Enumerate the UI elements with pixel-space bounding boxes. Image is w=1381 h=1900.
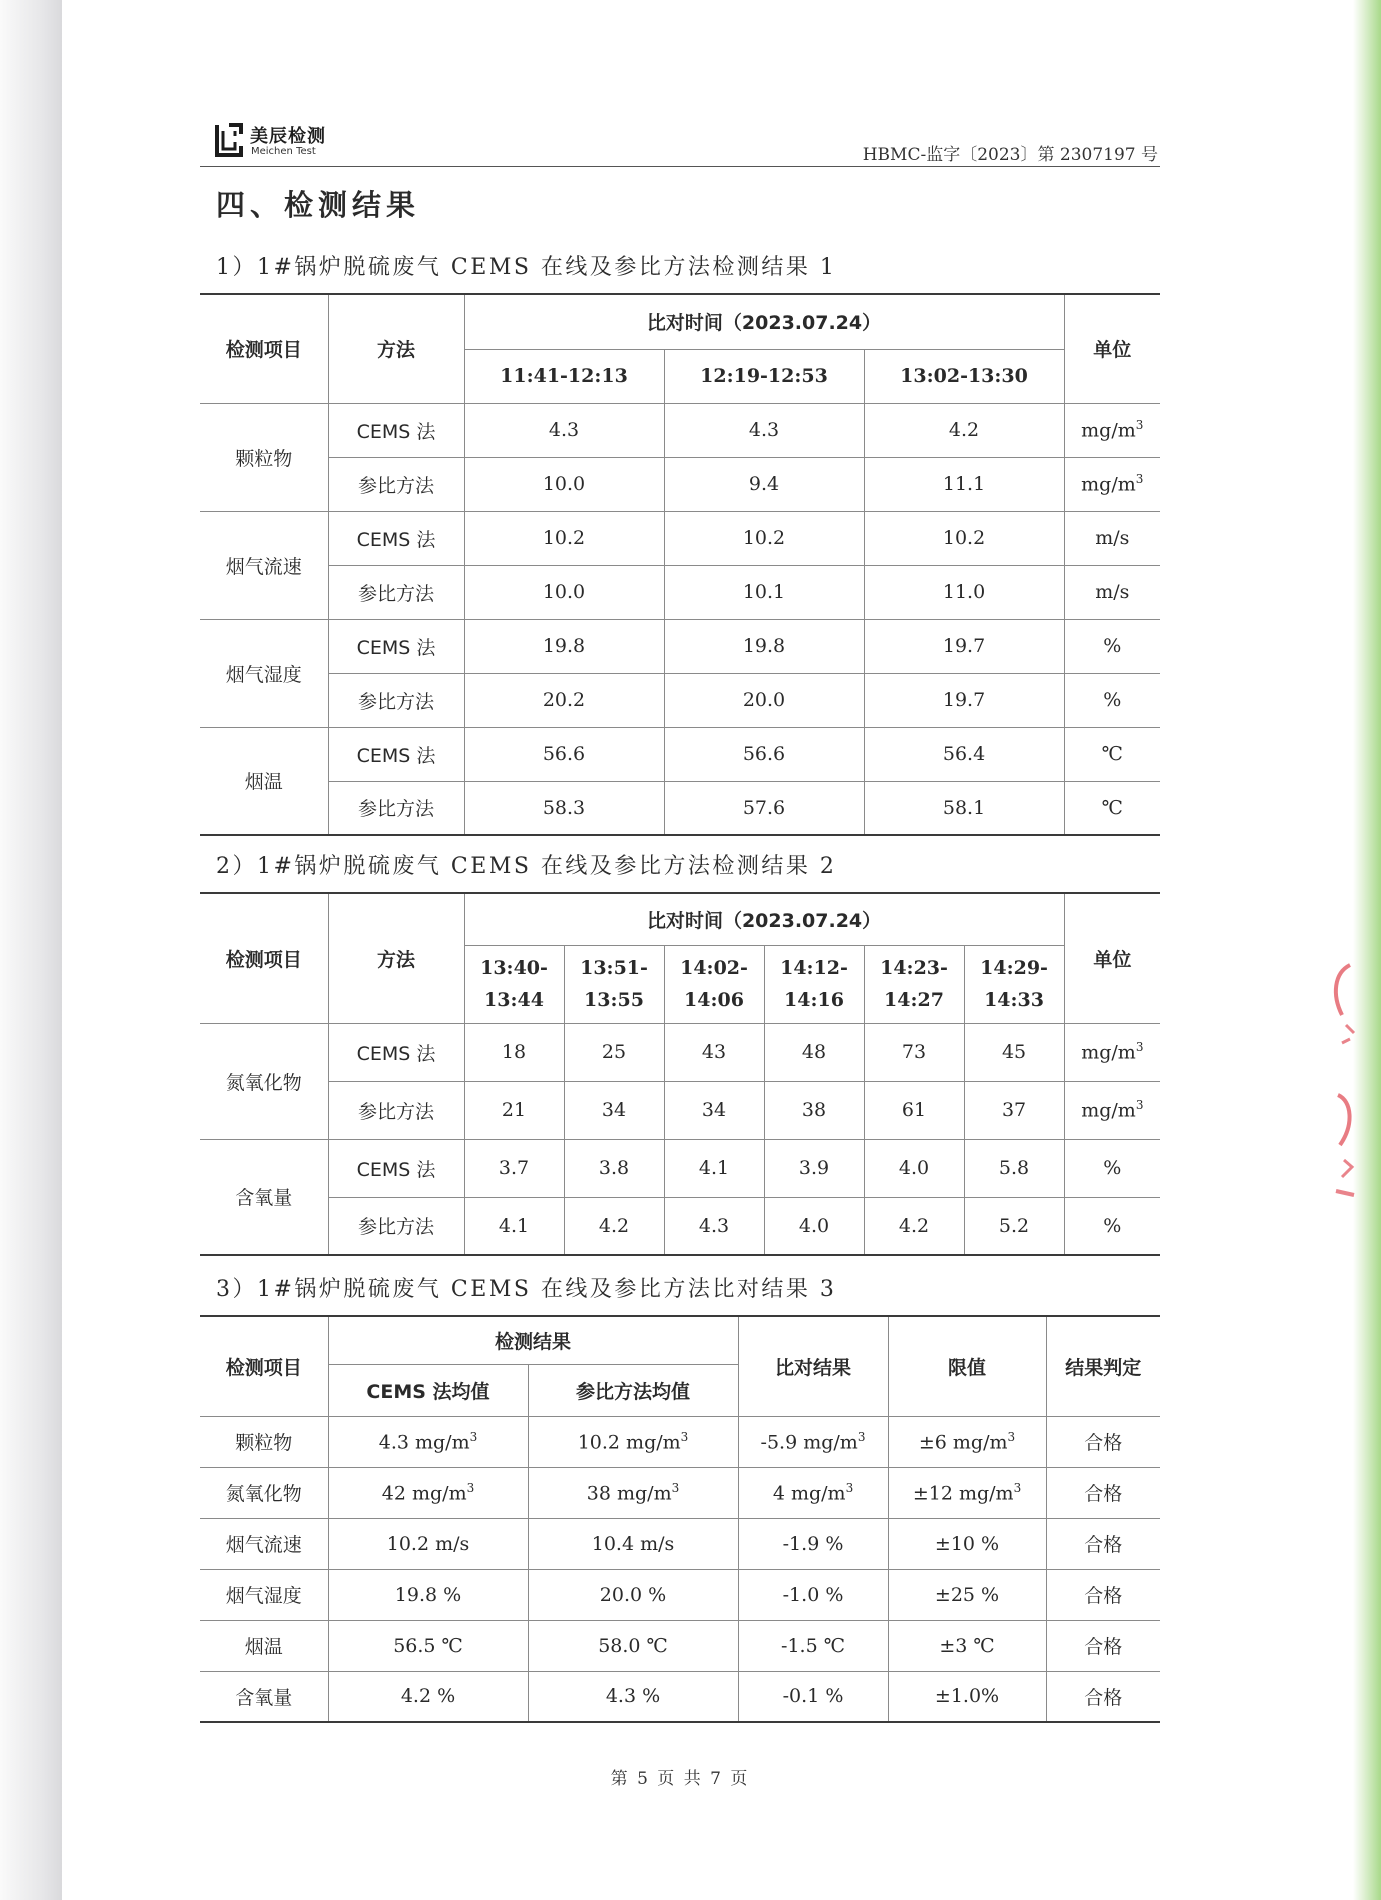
period-end: 14:16 [784, 989, 844, 1011]
table2-cell: 38 [764, 1081, 864, 1139]
table3-judge: 合格 [1046, 1569, 1160, 1620]
table2-period [864, 945, 964, 1023]
table1-cell: 10.2 [864, 511, 1064, 565]
logo-text-cn: 美辰检测 [250, 126, 326, 147]
table1-cell: 19.8 [464, 619, 664, 673]
table2-caption: 2）1#锅炉脱硫废气 CEMS 在线及参比方法检测结果 2 [216, 854, 837, 879]
table1-cell: 10.0 [464, 565, 664, 619]
table3-compare: -1.9 % [738, 1518, 888, 1569]
table1-unit: % [1064, 673, 1160, 727]
table2-cell: 4.2 [864, 1197, 964, 1255]
unit-text: mg/m [1081, 419, 1136, 442]
period-start: 14:02- [680, 957, 748, 979]
table2-item: 含氧量 [200, 1139, 328, 1255]
table1-cell: 20.0 [664, 673, 864, 727]
company-logo [214, 118, 354, 164]
table3-header-ref: 参比方法均值 [528, 1364, 738, 1416]
table3-header-item: 检测项目 [200, 1316, 328, 1416]
table2-cell: 21 [464, 1081, 564, 1139]
table2-cell: 3.8 [564, 1139, 664, 1197]
table1-method: CEMS 法 [328, 619, 464, 673]
table2-cell: 4.0 [864, 1139, 964, 1197]
table3-limit: ±10 % [888, 1518, 1046, 1569]
unit-sup: 3 [1013, 1480, 1022, 1495]
table1-period: 11:41-12:13 [464, 349, 664, 403]
table2-header-item: 检测项目 [200, 893, 328, 1023]
table3-ref: 58.0 ℃ [528, 1620, 738, 1671]
table2-cell: 3.7 [464, 1139, 564, 1197]
table3-compare: -1.5 ℃ [738, 1620, 888, 1671]
table1-item: 颗粒物 [200, 403, 328, 511]
value-text: ±12 mg/m [912, 1482, 1014, 1505]
scan-shadow-left [0, 0, 62, 1900]
value-text: 42 mg/m [381, 1482, 467, 1505]
table2-cell: 34 [664, 1081, 764, 1139]
unit-sup: 3 [671, 1480, 680, 1495]
table3-compare: -0.1 % [738, 1671, 888, 1722]
table3-limit: ±1.0% [888, 1671, 1046, 1722]
table1-item: 烟温 [200, 727, 328, 835]
period-end: 14:33 [984, 989, 1044, 1011]
table2-method: 参比方法 [328, 1197, 464, 1255]
period-end: 13:44 [484, 989, 544, 1011]
unit-sup: 3 [1007, 1429, 1016, 1444]
table1-unit: m/s [1064, 511, 1160, 565]
table1 [200, 293, 1160, 836]
table1-cell: 11.0 [864, 565, 1064, 619]
table1-method: 参比方法 [328, 673, 464, 727]
table2-item: 氮氧化物 [200, 1023, 328, 1139]
table1-method: 参比方法 [328, 781, 464, 835]
table1-unit: ℃ [1064, 727, 1160, 781]
table3-cems: 10.2 m/s [328, 1518, 528, 1569]
table3-limit [888, 1416, 1046, 1467]
table3-item: 含氧量 [200, 1671, 328, 1722]
table3-limit: ±25 % [888, 1569, 1046, 1620]
table3 [200, 1315, 1160, 1723]
period-start: 14:23- [880, 957, 948, 979]
value-text: 38 mg/m [586, 1482, 672, 1505]
table2-cell: 5.2 [964, 1197, 1064, 1255]
table1-cell: 11.1 [864, 457, 1064, 511]
table1-cell: 9.4 [664, 457, 864, 511]
table3-ref: 4.3 % [528, 1671, 738, 1722]
table1-caption: 1）1#锅炉脱硫废气 CEMS 在线及参比方法检测结果 1 [216, 255, 837, 280]
table2-header-time: 比对时间（2023.07.24） [464, 893, 1064, 945]
table3-cems: 56.5 ℃ [328, 1620, 528, 1671]
table2-header-unit: 单位 [1064, 893, 1160, 1023]
table1-method: CEMS 法 [328, 511, 464, 565]
table1-item: 烟气湿度 [200, 619, 328, 727]
table3-header-judge: 结果判定 [1046, 1316, 1160, 1416]
table1-method: 参比方法 [328, 457, 464, 511]
table1-header-time: 比对时间（2023.07.24） [464, 294, 1064, 349]
table2-method: CEMS 法 [328, 1023, 464, 1081]
table1-unit [1064, 457, 1160, 511]
table3-cems [328, 1416, 528, 1467]
table3-cems: 4.2 % [328, 1671, 528, 1722]
period-end: 14:27 [884, 989, 944, 1011]
table2-method: CEMS 法 [328, 1139, 464, 1197]
table2-cell: 4.2 [564, 1197, 664, 1255]
table3-cems [328, 1467, 528, 1518]
table1-unit [1064, 403, 1160, 457]
unit-text: mg/m [1081, 473, 1136, 496]
table1-cell: 19.7 [864, 673, 1064, 727]
table3-judge: 合格 [1046, 1671, 1160, 1722]
unit-text: mg/m [1081, 1099, 1136, 1122]
table3-header-result: 检测结果 [328, 1316, 738, 1364]
table1-cell: 56.6 [664, 727, 864, 781]
value-text: 4 mg/m [772, 1482, 846, 1505]
table2-cell: 37 [964, 1081, 1064, 1139]
unit-sup: 3 [1135, 418, 1144, 433]
table3-item: 颗粒物 [200, 1416, 328, 1467]
table3-item: 烟温 [200, 1620, 328, 1671]
table3-item: 氮氧化物 [200, 1467, 328, 1518]
table1-header-unit: 单位 [1064, 294, 1160, 403]
table1-cell: 56.4 [864, 727, 1064, 781]
value-text: -5.9 mg/m [760, 1431, 858, 1454]
table1-method: CEMS 法 [328, 727, 464, 781]
red-stamp-fragment [1328, 955, 1358, 1215]
table2-cell: 73 [864, 1023, 964, 1081]
table3-cems: 19.8 % [328, 1569, 528, 1620]
period-end: 14:06 [684, 989, 744, 1011]
unit-sup: 3 [857, 1429, 866, 1444]
table2-cell: 3.9 [764, 1139, 864, 1197]
page-footer: 第 5 页 共 7 页 [610, 1769, 750, 1789]
table3-header-limit: 限值 [888, 1316, 1046, 1416]
table2-cell: 34 [564, 1081, 664, 1139]
table1-cell: 10.2 [464, 511, 664, 565]
table2-cell: 45 [964, 1023, 1064, 1081]
table1-period: 13:02-13:30 [864, 349, 1064, 403]
unit-sup: 3 [469, 1429, 478, 1444]
table1-cell: 10.0 [464, 457, 664, 511]
table2-cell: 18 [464, 1023, 564, 1081]
unit-sup: 3 [1135, 1040, 1144, 1055]
table3-compare [738, 1416, 888, 1467]
table1-cell: 4.2 [864, 403, 1064, 457]
table2-cell: 5.8 [964, 1139, 1064, 1197]
unit-text: mg/m [1081, 1041, 1136, 1064]
table1-method: CEMS 法 [328, 403, 464, 457]
table1-method: 参比方法 [328, 565, 464, 619]
table3-limit [888, 1467, 1046, 1518]
table3-ref: 20.0 % [528, 1569, 738, 1620]
scan-edge-right [1353, 0, 1381, 1900]
table2-unit [1064, 1023, 1160, 1081]
table2-cell: 4.1 [664, 1139, 764, 1197]
table1-header-item: 检测项目 [200, 294, 328, 403]
table1-unit: % [1064, 619, 1160, 673]
table2-cell: 4.1 [464, 1197, 564, 1255]
table1-cell: 19.7 [864, 619, 1064, 673]
table2-cell: 25 [564, 1023, 664, 1081]
table1-header-method: 方法 [328, 294, 464, 403]
table2-period [664, 945, 764, 1023]
table2-unit: % [1064, 1197, 1160, 1255]
period-end: 13:55 [584, 989, 644, 1011]
unit-sup: 3 [466, 1480, 475, 1495]
table1-item: 烟气流速 [200, 511, 328, 619]
table3-judge: 合格 [1046, 1467, 1160, 1518]
table2-cell: 61 [864, 1081, 964, 1139]
table2-unit: % [1064, 1139, 1160, 1197]
table3-item: 烟气流速 [200, 1518, 328, 1569]
table3-judge: 合格 [1046, 1518, 1160, 1569]
table3-limit: ±3 ℃ [888, 1620, 1046, 1671]
table2-period [564, 945, 664, 1023]
document-number: HBMC-监字〔2023〕第 2307197 号 [862, 145, 1158, 165]
period-start: 14:29- [980, 957, 1048, 979]
table1-cell: 4.3 [664, 403, 864, 457]
table2-unit [1064, 1081, 1160, 1139]
table2-header-method: 方法 [328, 893, 464, 1023]
table1-unit: ℃ [1064, 781, 1160, 835]
unit-sup: 3 [1135, 1098, 1144, 1113]
table1-cell: 58.1 [864, 781, 1064, 835]
table3-judge: 合格 [1046, 1416, 1160, 1467]
table2-period [764, 945, 864, 1023]
table1-cell: 56.6 [464, 727, 664, 781]
table3-caption: 3）1#锅炉脱硫废气 CEMS 在线及参比方法比对结果 3 [216, 1277, 837, 1302]
table1-cell: 10.2 [664, 511, 864, 565]
table3-ref [528, 1467, 738, 1518]
table3-compare [738, 1467, 888, 1518]
table1-cell: 20.2 [464, 673, 664, 727]
table1-cell: 10.1 [664, 565, 864, 619]
table3-compare: -1.0 % [738, 1569, 888, 1620]
unit-sup: 3 [680, 1429, 689, 1444]
table2-cell: 48 [764, 1023, 864, 1081]
table3-ref [528, 1416, 738, 1467]
table1-cell: 19.8 [664, 619, 864, 673]
table3-item: 烟气湿度 [200, 1569, 328, 1620]
period-start: 13:51- [580, 957, 648, 979]
period-start: 14:12- [780, 957, 848, 979]
period-start: 13:40- [480, 957, 548, 979]
table2-cell: 43 [664, 1023, 764, 1081]
table1-cell: 4.3 [464, 403, 664, 457]
table1-period: 12:19-12:53 [664, 349, 864, 403]
header-rule [200, 166, 1160, 167]
unit-sup: 3 [845, 1480, 854, 1495]
unit-sup: 3 [1135, 472, 1144, 487]
logo-text-en: Meichen Test [251, 146, 316, 157]
table3-header-compare: 比对结果 [738, 1316, 888, 1416]
section-title: 四、检测结果 [216, 188, 421, 222]
table2-period [964, 945, 1064, 1023]
table2-cell: 4.3 [664, 1197, 764, 1255]
table1-cell: 57.6 [664, 781, 864, 835]
table2-method: 参比方法 [328, 1081, 464, 1139]
table2-cell: 4.0 [764, 1197, 864, 1255]
logo-mark-icon [214, 122, 244, 158]
value-text: 4.3 mg/m [378, 1431, 470, 1454]
table1-cell: 58.3 [464, 781, 664, 835]
value-text: 10.2 mg/m [577, 1431, 681, 1454]
table3-ref: 10.4 m/s [528, 1518, 738, 1569]
table2-period [464, 945, 564, 1023]
table3-header-cems: CEMS 法均值 [328, 1364, 528, 1416]
table3-judge: 合格 [1046, 1620, 1160, 1671]
table2 [200, 892, 1160, 1256]
value-text: ±6 mg/m [918, 1431, 1008, 1454]
table1-unit: m/s [1064, 565, 1160, 619]
